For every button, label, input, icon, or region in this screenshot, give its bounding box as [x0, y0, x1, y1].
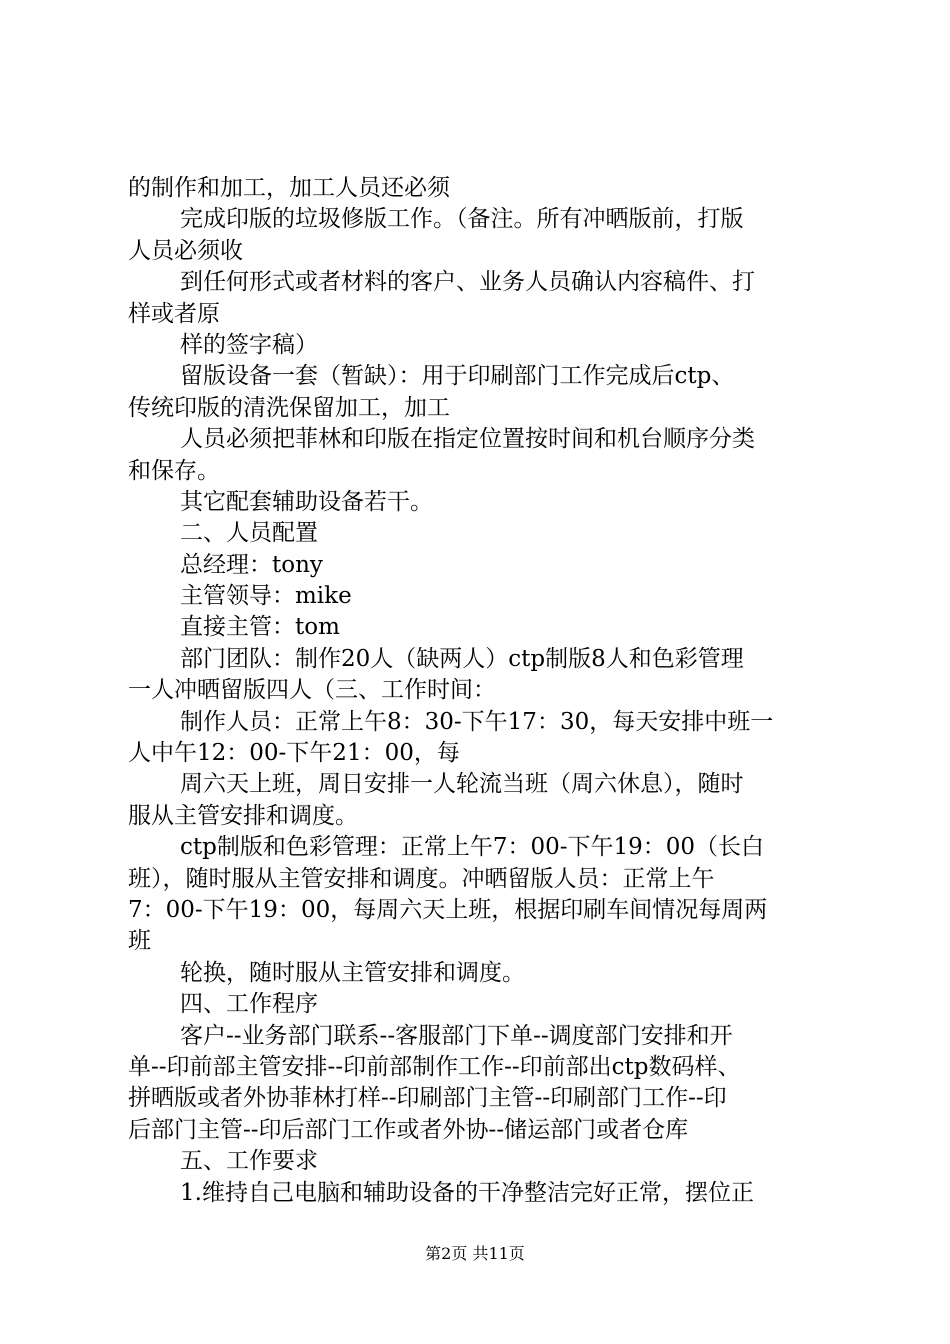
section-heading: 二、人员配置	[180, 520, 318, 547]
text-line: 周六天上班，周日安排一人轮流当班（周六休息），随时	[180, 771, 744, 798]
page-footer: 第2页 共11页	[425, 1244, 525, 1263]
text-line: 人员必须把菲林和印版在指定位置按时间和机台顺序分类	[180, 426, 755, 453]
text-line: ctp制版和色彩管理：正常上午7：00-下午19：00（长白	[180, 834, 765, 861]
text-line: 拼晒版或者外协菲林打样--印刷部门主管--印刷部门工作--印	[128, 1085, 727, 1112]
text-line: 人中午12：00-下午21：00，每	[128, 740, 460, 767]
text-line: 直接主管：tom	[180, 614, 340, 641]
text-line: 班	[128, 928, 151, 955]
text-line: 和保存。	[128, 457, 220, 484]
text-line: 1.维持自己电脑和辅助设备的干净整洁完好正常，摆位正	[180, 1179, 754, 1206]
text-line: 到任何形式或者材料的客户、业务人员确认内容稿件、打	[180, 269, 755, 296]
section-heading: 四、工作程序	[180, 991, 318, 1018]
section-heading: 五、工作要求	[180, 1148, 318, 1175]
text-line: 后部门主管--印后部门工作或者外协--储运部门或者仓库	[128, 1116, 689, 1143]
text-line: 班），随时服从主管安排和调度。冲晒留版人员：正常上午	[128, 865, 715, 892]
text-line: 单--印前部主管安排--印前部制作工作--印前部出ctp数码样、	[128, 1053, 741, 1080]
text-line: 轮换，随时服从主管安排和调度。	[180, 959, 525, 986]
text-line: 制作人员：正常上午8：30-下午17：30，每天安排中班一	[180, 708, 774, 735]
text-line: 的制作和加工，加工人员还必须	[128, 175, 450, 201]
text-line: 样或者原	[128, 300, 220, 327]
document-body	[128, 173, 843, 1209]
text-line: 人员必须收	[128, 237, 243, 264]
text-line: 7：00-下午19：00，每周六天上班，根据印刷车间情况每周两	[128, 896, 768, 923]
text-line: 主管领导：mike	[180, 583, 352, 610]
text-line: 传统印版的清洗保留加工，加工	[128, 394, 450, 421]
text-line: 完成印版的垃圾修版工作。（备注。所有冲晒版前，打版	[180, 206, 744, 233]
text-line: 留版设备一套（暂缺）：用于印刷部门工作完成后ctp、	[180, 363, 735, 390]
text-line: 总经理：tony	[180, 551, 323, 578]
text-line: 服从主管安排和调度。	[128, 802, 358, 829]
text-line: 部门团队：制作20人（缺两人）ctp制版8人和色彩管理	[180, 645, 744, 672]
text-line: 样的签字稿）	[180, 331, 318, 358]
text-line: 一人冲晒留版四人（三、工作时间：	[128, 677, 496, 704]
text-line: 客户--业务部门联系--客服部门下单--调度部门安排和开	[180, 1022, 733, 1049]
text-line: 其它配套辅助设备若干。	[180, 488, 433, 515]
